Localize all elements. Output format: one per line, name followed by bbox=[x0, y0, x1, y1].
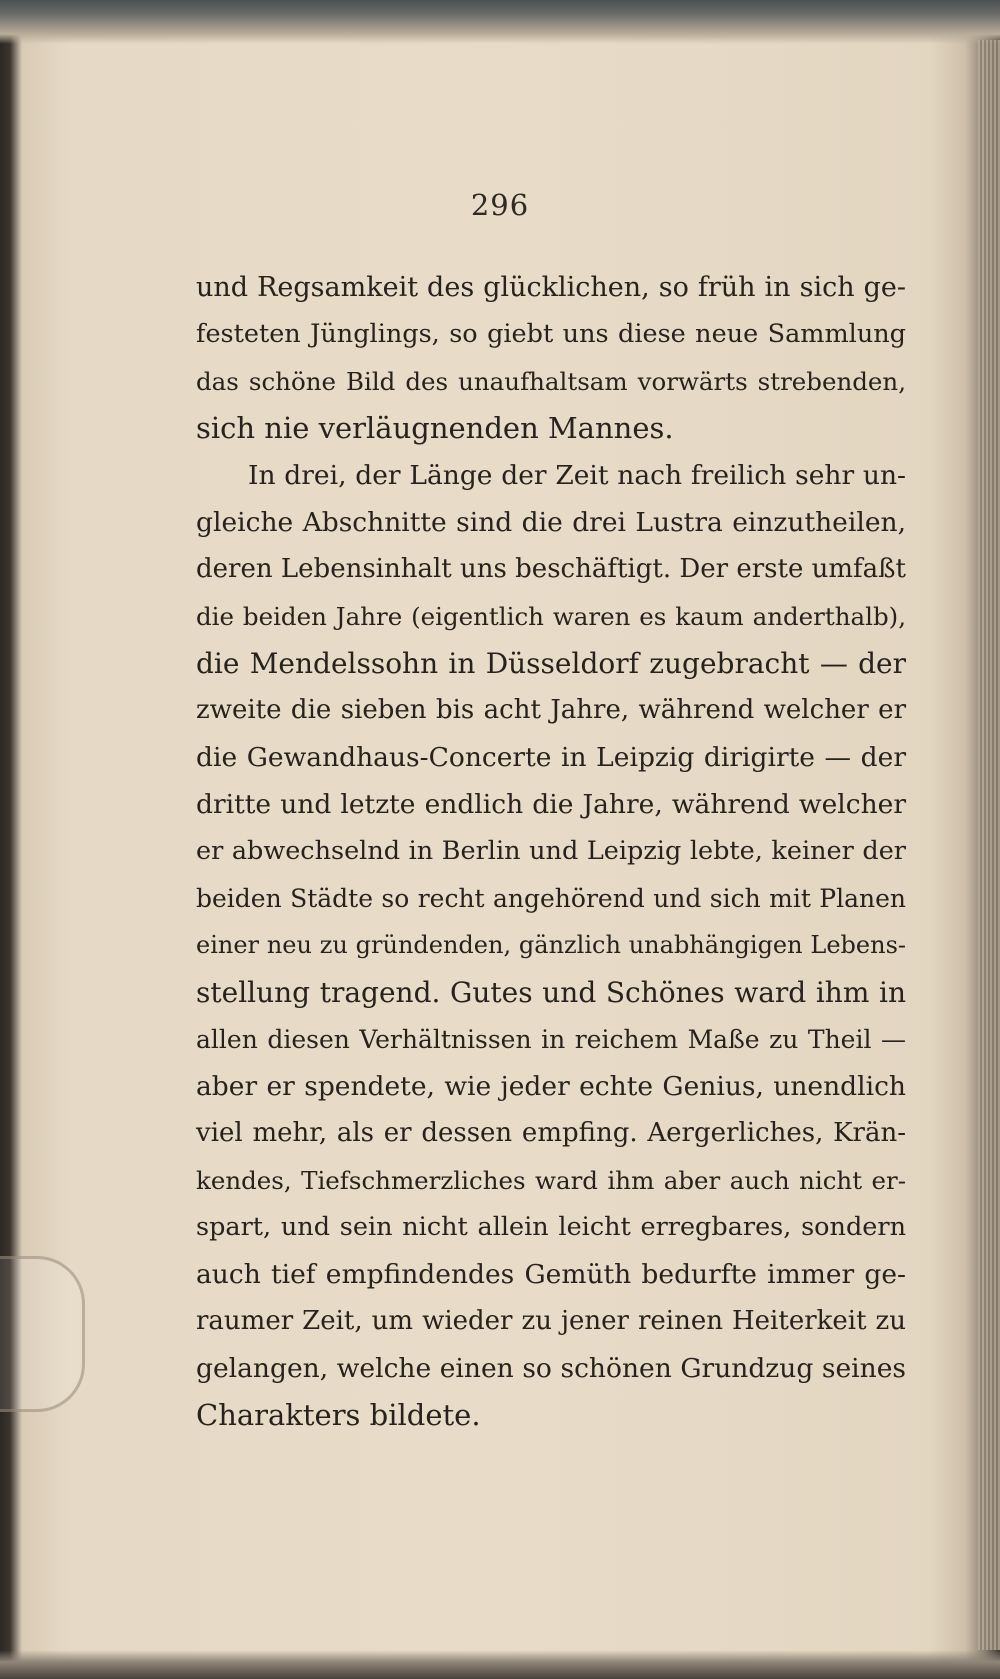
text-line: Charakters bildete. bbox=[196, 1398, 481, 1432]
text-line: In drei, der Länge der Zeit nach freilich sehr un- bbox=[248, 460, 906, 491]
text-line: gleiche Abschnitte sind die drei Lustra einzutheilen, bbox=[196, 507, 906, 538]
text-line: deren Lebensinhalt uns beschäftigt. Der erste umfaßt bbox=[196, 554, 906, 584]
text-line: er abwechselnd in Berlin und Leipzig lebte, keiner der bbox=[196, 836, 906, 866]
text-line: raumer Zeit, um wieder zu jener reinen Heiterkeit zu bbox=[196, 1306, 906, 1336]
page-bottom-edge bbox=[0, 1650, 1000, 1679]
text-line: spart, und sein nicht allein leicht erregbares, sondern bbox=[196, 1212, 906, 1242]
text-line: zweite die sieben bis acht Jahre, während welcher er bbox=[196, 695, 906, 725]
text-line: festeten Jünglings, so giebt uns diese neue Sammlung bbox=[196, 319, 906, 349]
paper-clip-mark bbox=[0, 1256, 85, 1412]
text-line: die Gewandhaus-Concerte in Leipzig dirigirte — der bbox=[196, 742, 906, 773]
body-text bbox=[196, 264, 906, 1439]
page-stack-edge bbox=[978, 40, 1000, 1650]
text-line: einer neu zu gründenden, gänzlich unabhängigen Lebens- bbox=[196, 931, 906, 959]
text-line: beiden Städte so recht angehörend und sich mit Planen bbox=[196, 884, 906, 913]
page-number: 296 bbox=[470, 188, 530, 222]
text-line: die beiden Jahre (eigentlich waren es kaum anderthalb), bbox=[196, 602, 906, 631]
text-line: das schöne Bild des unaufhaltsam vorwärts strebenden, bbox=[196, 367, 906, 396]
text-line: allen diesen Verhältnissen in reichem Maße zu Theil — bbox=[196, 1025, 906, 1054]
text-line: aber er spendete, wie jeder echte Genius, unendlich bbox=[196, 1071, 906, 1102]
text-line: kendes, Tiefschmerzliches ward ihm aber auch nicht er- bbox=[196, 1166, 906, 1195]
text-line: viel mehr, als er dessen empfing. Aergerliches, Krän- bbox=[196, 1118, 906, 1148]
text-line: stellung tragend. Gutes und Schönes ward ihm in bbox=[196, 976, 906, 1009]
text-line: auch tief empfindendes Gemüth bedurfte immer ge- bbox=[196, 1259, 906, 1290]
text-line: und Regsamkeit des glücklichen, so früh in sich ge- bbox=[196, 272, 906, 303]
page-top-shadow bbox=[0, 0, 1000, 44]
text-line: gelangen, welche einen so schönen Grundzug seines bbox=[196, 1353, 906, 1384]
text-line: die Mendelssohn in Düsseldorf zugebracht — der bbox=[196, 647, 906, 680]
text-line: dritte und letzte endlich die Jahre, während welcher bbox=[196, 789, 906, 820]
text-line: sich nie verläugnenden Mannes. bbox=[196, 411, 674, 445]
